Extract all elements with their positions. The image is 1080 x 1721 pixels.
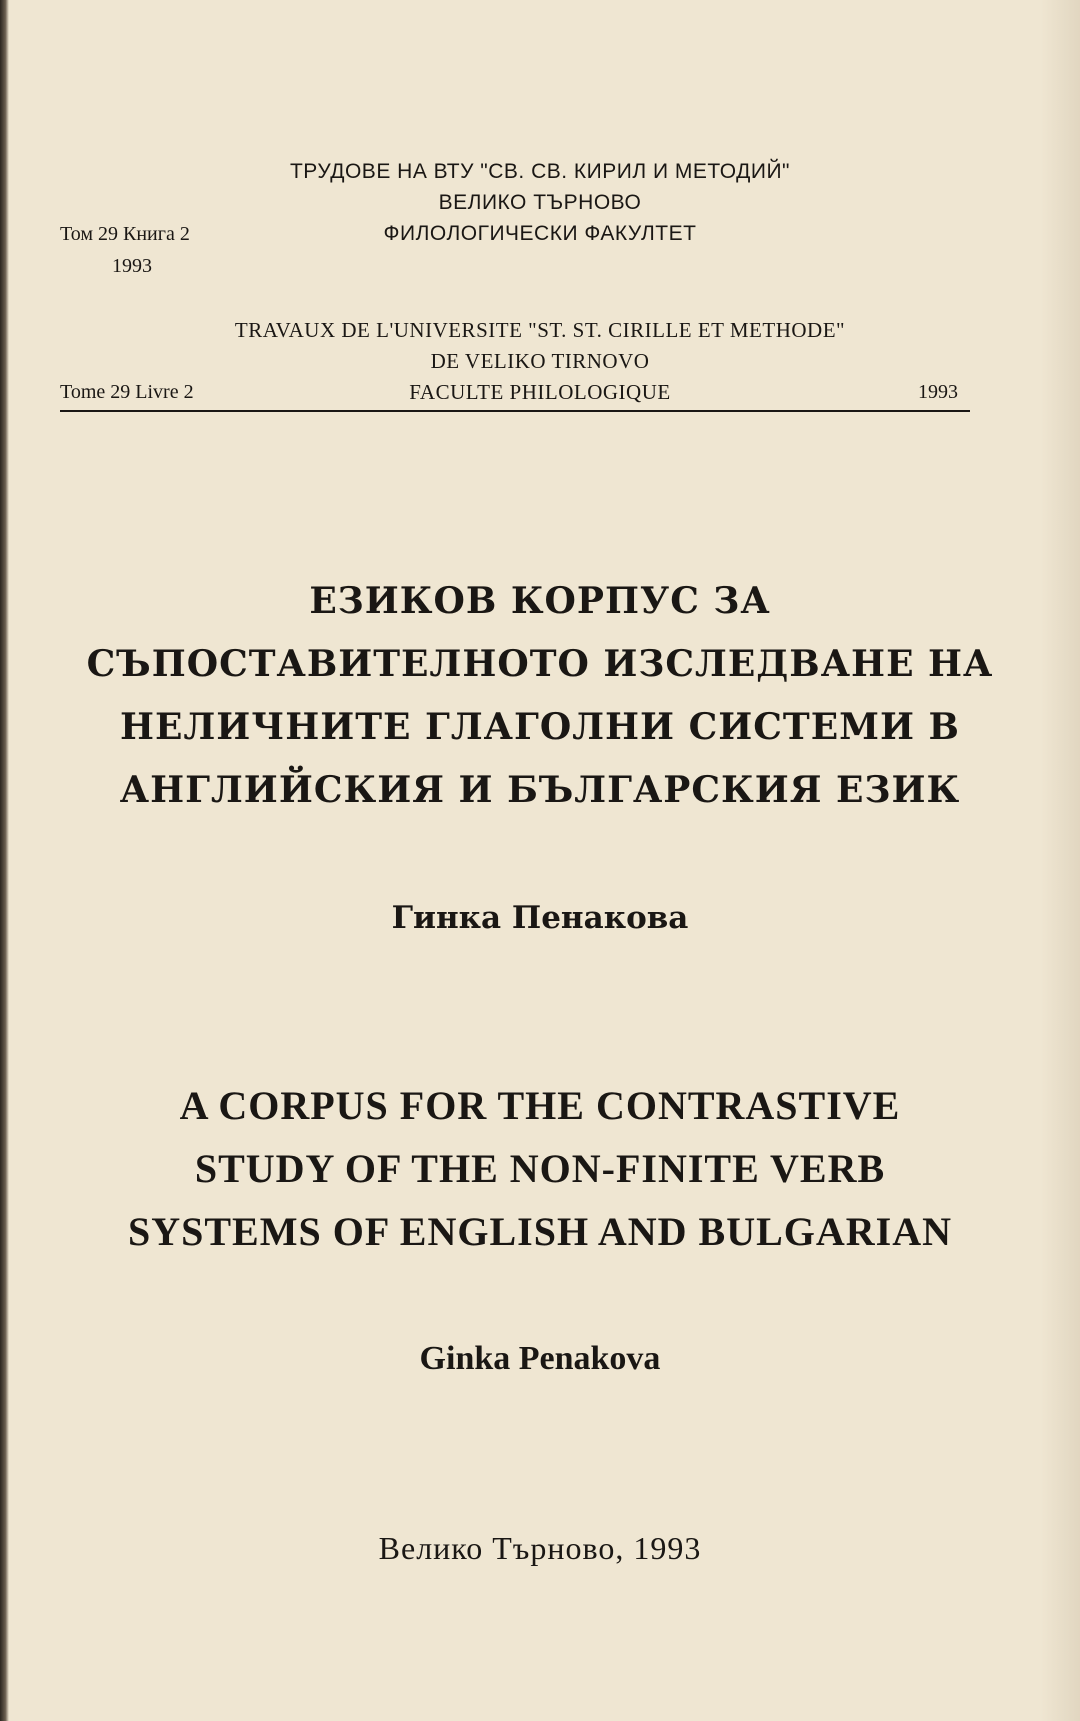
header-fr-year: 1993: [918, 381, 958, 403]
header-bg-line3: ФИЛОЛОГИЧЕСКИ ФАКУЛТЕТ: [383, 222, 697, 245]
title-bg-line4: АНГЛИЙСКИЯ И БЪЛГАРСКИЯ ЕЗИК: [119, 769, 961, 811]
header-fr-line2: DE VELIKO TIRNOVO: [430, 349, 650, 373]
header-bg-volume: Том 29 Книга 2: [60, 223, 190, 245]
imprint: Велико Търново, 1993: [378, 1530, 702, 1566]
header-fr-line1: TRAVAUX DE L'UNIVERSITE "ST. ST. CIRILLE ET METHODE": [234, 318, 846, 342]
author-bg: Гинка Пенакова: [391, 900, 689, 936]
page-shadow: [1040, 0, 1080, 1721]
title-en-line2: STUDY OF THE NON-FINITE VERB: [194, 1146, 886, 1191]
title-en-line1: A CORPUS FOR THE CONTRASTIVE: [179, 1083, 901, 1128]
header-rule: [60, 410, 970, 412]
header-fr-volume: Tome 29 Livre 2: [60, 381, 194, 403]
page-binding-edge: [0, 0, 9, 1721]
header-bg-line1: ТРУДОВЕ НА ВТУ "СВ. СВ. КИРИЛ И МЕТОДИЙ": [289, 160, 791, 183]
header-bg-line2: ВЕЛИКО ТЪРНОВО: [438, 191, 642, 214]
title-en-line3: SYSTEMS OF ENGLISH AND BULGARIAN: [127, 1209, 952, 1254]
title-bg-line1: ЕЗИКОВ КОРПУС ЗА: [309, 580, 771, 622]
header-fr-line3: FACULTE PHILOLOGIQUE: [409, 380, 671, 404]
title-bg-line2: СЪПОСТАВИТЕЛНОТО ИЗСЛЕДВАНЕ НА: [86, 643, 994, 685]
title-bg-line3: НЕЛИЧНИТЕ ГЛАГОЛНИ СИСТЕМИ В: [120, 706, 960, 748]
author-en: Ginka Penakova: [419, 1340, 661, 1377]
header-bg-year: 1993: [112, 255, 152, 277]
